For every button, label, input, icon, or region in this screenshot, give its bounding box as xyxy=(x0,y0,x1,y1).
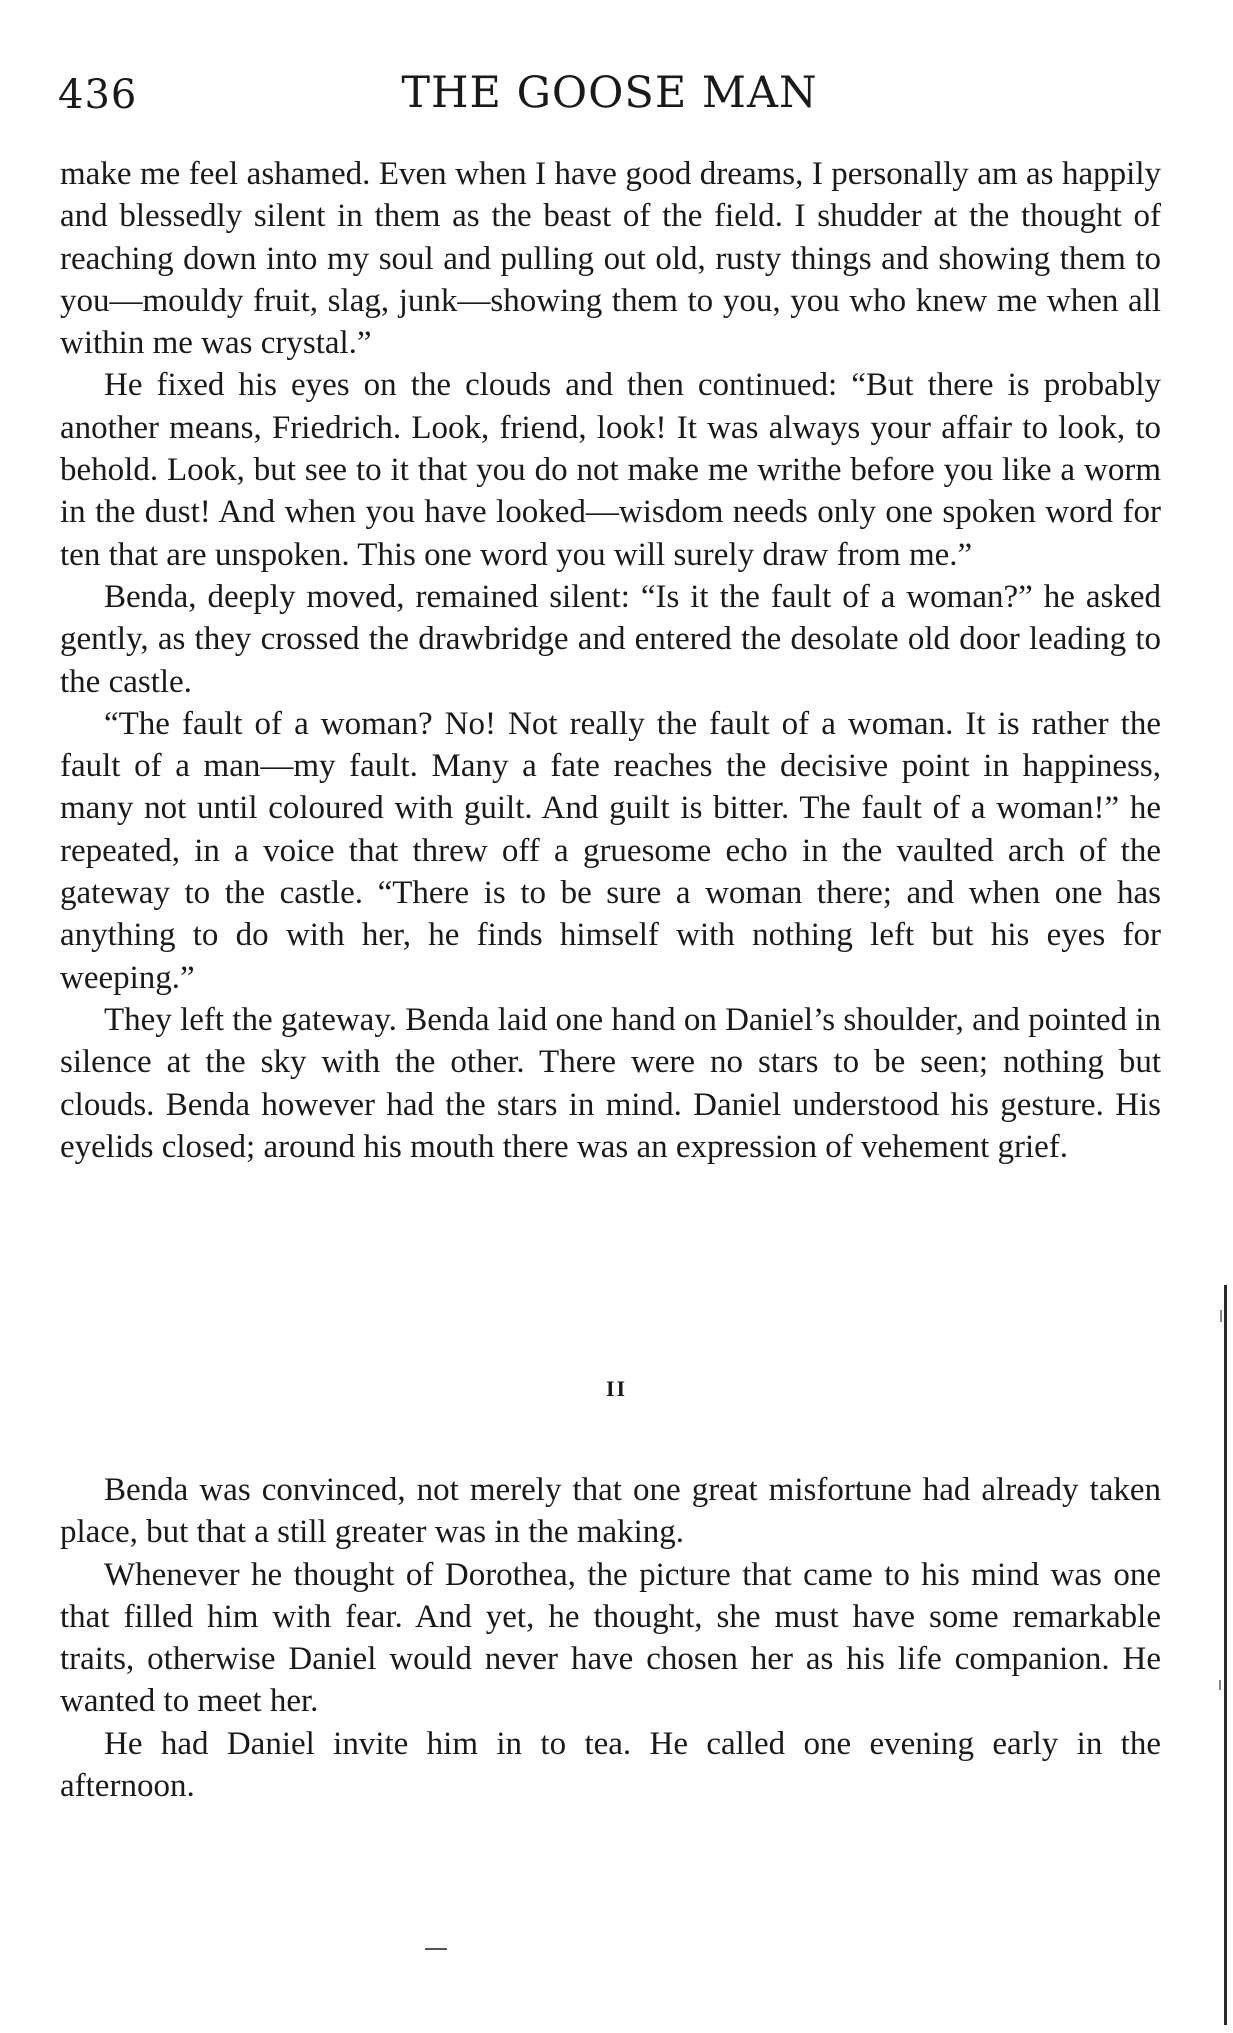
paragraph: Whenever he thought of Dorothea, the picture that came to his mind was one that filled him with fear. And yet, he thought, she must have some remarkable traits, otherwise Daniel would never have chosen her as his life companion. He wanted to meet her. xyxy=(60,1556,1161,1720)
paragraph: “The fault of a woman? No! Not really the fault of a woman. It is rather the fault of a man—my fault. Many a fate reaches the decisive point in happiness, many not until coloured with guilt. And guilt is bitter. The fault of a woman!” he repeated, in a voice that threw off a gruesome echo in the vaulted arch of the gateway to the castle. “There is to be sure a woman there; and when one has anything to do with her, he finds himself with nothing left but his eyes for weeping.” xyxy=(60,705,1161,996)
running-title: THE GOOSE MAN xyxy=(401,68,818,118)
section-heading: II xyxy=(605,1376,628,1401)
paragraph: He had Daniel invite him in to tea. He called one evening early in the afternoon. xyxy=(60,1725,1161,1805)
section-1-text xyxy=(60,153,1161,1168)
page-number: 436 xyxy=(58,72,138,118)
printer-mark xyxy=(425,1948,447,1950)
paragraph: They left the gateway. Benda laid one hand on Daniel’s shoulder, and pointed in silence at the sky with the other. There were no stars to be seen; nothing but clouds. Benda however had the stars in mind. Daniel understood his gesture. His eyelids closed; around his mouth there was an expression of vehement grief. xyxy=(60,1001,1161,1165)
page-edge-speck xyxy=(1220,1310,1222,1322)
paragraph: He fixed his eyes on the clouds and then continued: “But there is probably another means, Friedrich. Look, friend, look! It was always your affair to look, to behold. Look, but see to it that you do not make me writhe before you like a worm in the dust! And when you have looked—wisdom needs only one spoken word for ten that are unspoken. This one word you will surely draw from me.” xyxy=(60,367,1161,573)
paragraph: Benda was convinced, not merely that one great misfortune had already taken place, but that a still greater was in the making. xyxy=(60,1472,1161,1551)
page-edge-shadow xyxy=(1224,1285,1227,2025)
paragraph: make me feel ashamed. Even when I have good dreams, I personally am as happily and blessedly silent in them as the beast of the field. I shudder at the thought of reaching down into my soul and pulling out old, rusty things and showing them to you—mouldy fruit, slag, junk—showing them to you, you who knew me when all within me was crystal.” xyxy=(60,156,1161,362)
section-2-text xyxy=(60,1469,1161,1807)
page-edge-speck xyxy=(1219,1680,1221,1690)
paragraph: Benda, deeply moved, remained silent: “Is it the fault of a woman?” he asked gently, as they crossed the drawbridge and entered the desolate old door leading to the castle. xyxy=(60,578,1161,700)
running-header xyxy=(58,68,1161,128)
